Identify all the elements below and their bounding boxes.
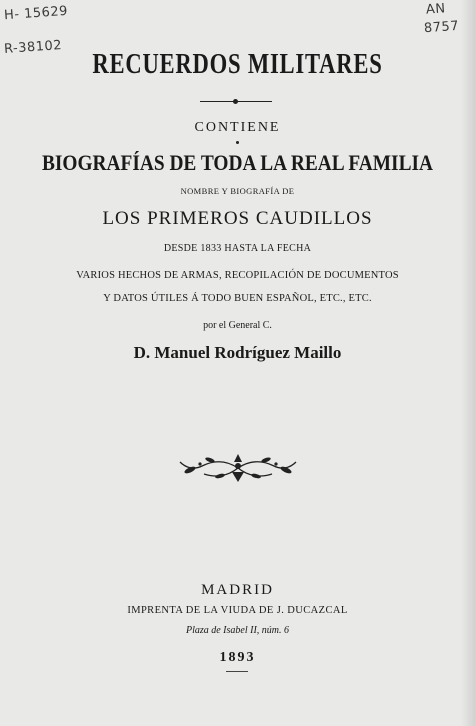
title-rule-dot [233, 99, 238, 104]
handwritten-shelfmark-bottom-right: 8757 [423, 18, 460, 37]
handwritten-shelfmark-bottom-left: R-38102 [3, 37, 63, 58]
floral-ornament-icon [176, 450, 300, 486]
author-prefix: por el General C. [203, 320, 272, 331]
varios-line-2: Y DATOS ÚTILES Á TODO BUEN ESPAÑOL, ETC., ETC. [103, 293, 372, 304]
imprint-printer: IMPRENTA DE LA VIUDA DE J. DUCAZCAL [127, 605, 348, 616]
desde-line: DESDE 1833 HASTA LA FECHA [163, 243, 312, 254]
book-title: RECUERDOS MILITARES [92, 48, 383, 80]
nombre-line: NOMBRE Y BIOGRAFÍA DE [180, 186, 295, 196]
imprint-year: 1893 [219, 650, 256, 665]
biografias-heading: BIOGRAFÍAS DE TODA LA REAL FAMILIA [41, 150, 434, 175]
contiene-dot [236, 141, 239, 144]
handwritten-shelfmark-top-left: H- 15629 [3, 3, 69, 24]
varios-line-1: VARIOS HECHOS DE ARMAS, RECOPILACIÓN DE DOCUMENTOS [76, 270, 399, 281]
year-underline [226, 671, 248, 672]
contiene-label: CONTIENE [194, 120, 281, 135]
handwritten-shelfmark-top-right: AN [425, 1, 447, 18]
imprint-city: MADRID [201, 582, 274, 598]
author-name: D. Manuel Rodríguez Maillo [133, 343, 342, 362]
primeros-caudillos-heading: LOS PRIMEROS CAUDILLOS [102, 208, 373, 229]
imprint-address: Plaza de Isabel II, núm. 6 [185, 625, 290, 636]
